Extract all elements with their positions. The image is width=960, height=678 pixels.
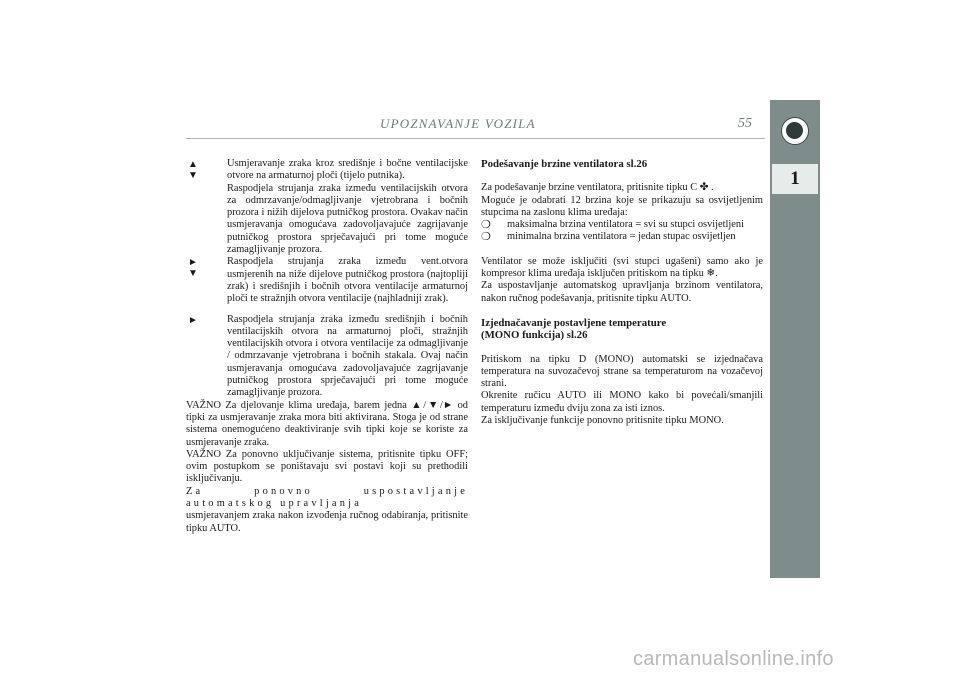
header-rule [186, 138, 765, 139]
fan-off-paragraph: Ventilator se može isključiti (svi stupci ugašeni) samo ako je kompresor klima uređaja isključen pritiskom na tipku ❄. [481, 255, 763, 280]
header-title: UPOZNAVANJE VOZILA [380, 116, 536, 131]
item2-text: Raspodjela strujanja zraka između vent.otvora usmjerenih na niže dijelove putničkog prostora (najtopliji zrak) i središnjih i bočnih otvora ventilacije armaturnoj ploči te stražnjih otvora ventilacije (najhladniji zrak). [227, 256, 468, 305]
footer-watermark[interactable]: carmanualsonline.info [633, 648, 834, 670]
chapter-number: 1 [790, 168, 800, 189]
lancia-logo-icon [781, 117, 809, 145]
item1-text2: Raspodjela strujanja zraka između ventilacijskih otvora za odmrzavanje/odmagljivanje vjetrobrana i bočnih prozora i nižih dijelova putničkog prostora. Ovakav način usmjeravanja omogućava zadovoljavajuće zagrijavanje putničkog prostora sprječavajući pri tome moguće zamagljivanje prozora. [227, 182, 468, 256]
item-lower-center-vents [186, 256, 468, 305]
right-column [481, 158, 763, 427]
mono-heading-line1: Izjednačavanje postavljene temperature [481, 316, 667, 329]
fan-speed-heading: Podešavanje brzine ventilatora sl.26 [481, 158, 648, 170]
arrow-right-down-icon: ► ▼ [188, 257, 198, 280]
mono-heading-line2: (MONO funkcija) sl.26 [481, 329, 588, 342]
item-center-defrost-vents [186, 314, 468, 400]
mono-paragraph-3: Za isključivanje funkcije ponovno pritisnite tipku MONO. [481, 415, 724, 427]
note-auto-rest: usmjeravanjem zraka nakon izvođenja ručnog odabiranja, pritisnite tipku AUTO. [186, 510, 468, 534]
arrow-up-down-icon: ▲ ▼ [188, 159, 198, 181]
bullet-min-speed [481, 231, 763, 243]
left-column [186, 158, 468, 535]
chapter-box [772, 164, 818, 194]
bullet-max-text: maksimalna brzina ventilatora = svi su stupci osvijetljeni [507, 219, 745, 231]
bullet-circle-icon: ❍ [481, 231, 491, 244]
arrow-right-icon: ► [188, 314, 198, 326]
fan-speed-p2: Moguće je odabrati 12 brzina koje se prikazuju sa osvijetljenim stupcima na zaslonu klima uređaja: [481, 194, 763, 218]
note-important-1: VAŽNO Za djelovanje klima uređaja, barem jedna ▲/▼/► od tipki za usmjeravanje zraka mora biti aktivirana. Stoga je od strane sistema onemogućeno deaktiviranje svih tipki koje se koriste za usmjeravanje zraka. [186, 399, 468, 448]
note-auto-spaced: Za ponovno uspostavljanje automatskog upravljanja [186, 485, 468, 510]
item-center-side-vents [186, 158, 468, 256]
bullet-min-text: minimalna brzina ventilatora = jedan stupac osvijetljen [507, 231, 736, 243]
bullet-circle-icon: ❍ [481, 219, 491, 232]
bullet-max-speed [481, 219, 763, 231]
item3-text: Raspodjela strujanja zraka između središnjih i bočnih ventilacijskih otvora na armaturnoj ploči, stražnjih ventilacijskih otvora i otvora ventilacije za odmagljivanje / odmrzavanje vjetrobrana i bočnih stakala. Ovaj način usmjeravanja omogućava zadovoljavajuće zagrijavanje putničkog prostora sprječavajući pri tome moguće zamagljivanje prozora. [227, 313, 468, 399]
page-number: 55 [738, 116, 752, 131]
item1-text: Usmjeravanje zraka kroz središnje i bočne ventilacijske otvore na armaturnoj ploči (tijelo putnika). [227, 158, 468, 182]
fan-auto-paragraph: Za uspostavljanje automatskog upravljanja brzinom ventilatora, nakon ručnog podešavanja, pritisnite tipku AUTO. [481, 280, 763, 304]
fan-speed-p1: Za podešavanje brzine ventilatora, pritisnite tipku C ✤ . [481, 182, 714, 194]
mono-paragraph-1: Pritiskom na tipku D (MONO) automatski se izjednačava temperatura na suvozačevoj strane sa temperaturom na vozačevoj strani. [481, 353, 763, 390]
mono-paragraph-2: Okrenite ručicu AUTO ili MONO kako bi povećali/smanjili temperaturu između dviju zona za isti iznos. [481, 390, 763, 414]
note-important-2: VAŽNO Za ponovno uključivanje sistema, pritisnite tipku OFF; ovim postupkom se poništavaju svi postavi koji su prethodili isključivanju. [186, 448, 468, 485]
